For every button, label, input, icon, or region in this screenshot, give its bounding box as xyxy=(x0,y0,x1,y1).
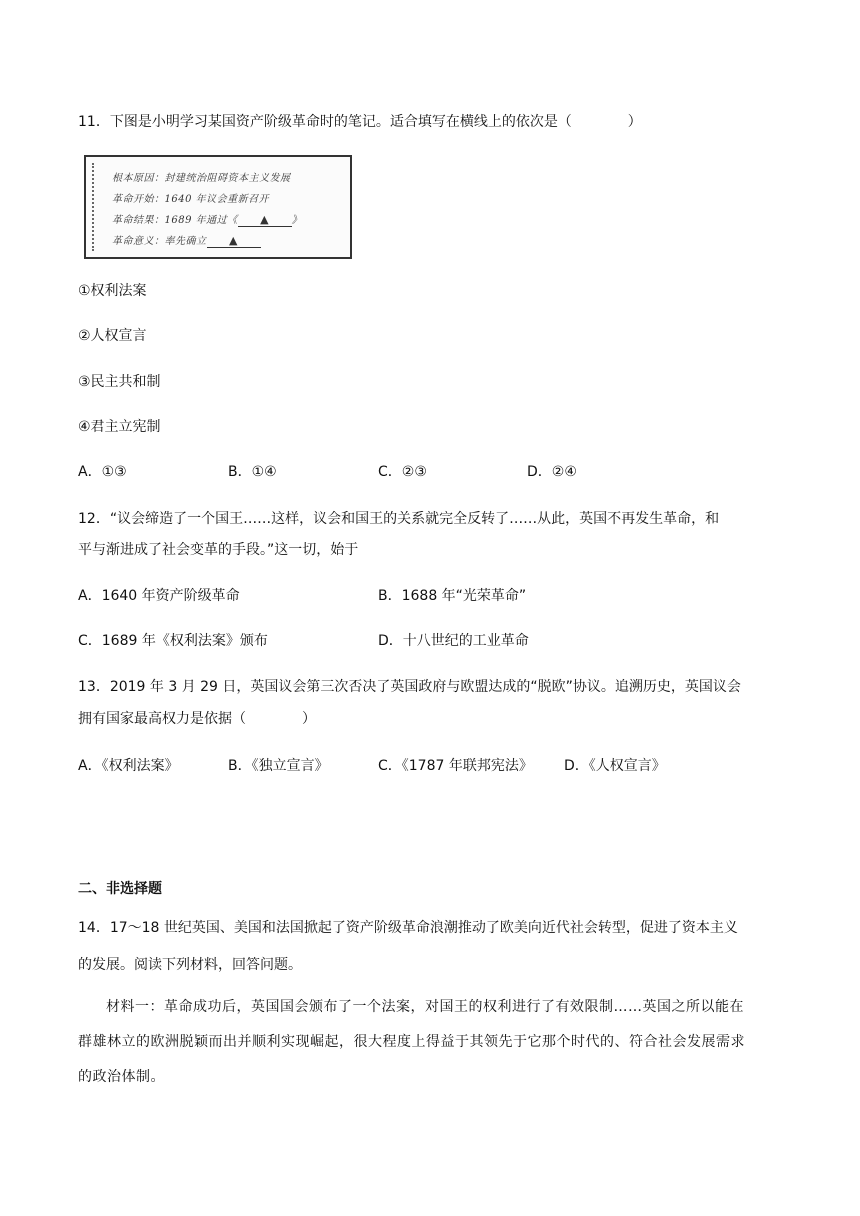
q14-material-line-1: 材料一：革命成功后，英国国会颁布了一个法案，对国王的权利进行了有效限制……英国之所以能在 xyxy=(106,999,744,1015)
q12-option-c[interactable]: C．1689 年《权利法案》颁布 xyxy=(78,633,268,649)
q11-option-c[interactable]: C．②③ xyxy=(378,464,427,480)
note-blank-1 xyxy=(238,213,292,227)
q11-option-b[interactable]: B．①④ xyxy=(228,464,277,480)
note-blank-2 xyxy=(207,234,261,248)
q11-item-3: ③民主共和制 xyxy=(78,374,161,390)
q13-option-b[interactable]: B．《独立宣言》 xyxy=(228,758,329,774)
q12-stem-line-2: 平与渐进成了社会变革的手段。”这一切，始于 xyxy=(78,542,359,558)
q13-option-a[interactable]: A．《权利法案》 xyxy=(78,758,179,774)
q12-option-d[interactable]: D．十八世纪的工业革命 xyxy=(378,633,529,649)
q12-options-row-2 xyxy=(78,631,778,651)
q13-options xyxy=(78,756,778,776)
q14-stem-line-1: 14．17～18 世纪英国、美国和法国掀起了资产阶级革命浪潮推动了欧美向近代社会转型，促进了资本主义 xyxy=(78,920,738,936)
q11-item-4: ④君主立宪制 xyxy=(78,419,161,435)
q12-option-b[interactable]: B．1688 年“光荣革命” xyxy=(378,588,527,604)
note-line-3-prefix: 革命结果：1689 年通过《 xyxy=(112,215,238,226)
q12-options-row-1 xyxy=(78,586,778,606)
blank-triangle-icon: ▲ xyxy=(260,213,270,226)
note-line-1: 根本原因：封建统治阻碍资本主义发展 xyxy=(112,173,291,184)
note-line-3-suffix: 》 xyxy=(291,215,303,226)
q13-option-c[interactable]: C．《1787 年联邦宪法》 xyxy=(378,758,533,774)
q11-stem: 11．下图是小明学习某国资产阶级革命时的笔记。适合填写在横线上的依次是（ ） xyxy=(78,114,642,130)
q14-stem-line-2: 的发展。阅读下列材料，回答问题。 xyxy=(78,957,302,973)
q11-item-2: ②人权宣言 xyxy=(78,328,147,344)
q11-item-1: ①权利法案 xyxy=(78,283,147,299)
q11-note-image xyxy=(84,155,352,259)
q13-stem-line-1: 13．2019 年 3 月 29 日，英国议会第三次否决了英国政府与欧盟达成的“脱欧”协议。追溯历史，英国议会 xyxy=(78,679,741,695)
q13-stem-line-2: 拥有国家最高权力是依据（ ） xyxy=(78,711,316,727)
q14-material-line-2: 群雄林立的欧洲脱颖而出并顺利实现崛起，很大程度上得益于其领先于它那个时代的、符合社会发展需求 xyxy=(78,1034,745,1050)
q14-material-line-3: 的政治体制。 xyxy=(78,1069,165,1085)
q11-options xyxy=(78,462,778,482)
note-line-3 xyxy=(112,211,302,227)
q12-stem-line-1: 12．“议会缔造了一个国王……这样，议会和国王的关系就完全反转了……从此，英国不再发生革命，和 xyxy=(78,511,720,527)
q12-option-a[interactable]: A．1640 年资产阶级革命 xyxy=(78,588,240,604)
q11-option-d[interactable]: D．②④ xyxy=(527,464,577,480)
note-line-2: 革命开始：1640 年议会重新召开 xyxy=(112,194,270,205)
section-title: 二、非选择题 xyxy=(78,881,162,897)
q11-option-a[interactable]: A．①③ xyxy=(78,464,127,480)
note-line-4-prefix: 革命意义：率先确立 xyxy=(112,236,207,247)
blank-triangle-icon: ▲ xyxy=(229,234,238,247)
q13-option-d[interactable]: D．《人权宣言》 xyxy=(564,758,666,774)
note-line-4 xyxy=(112,232,261,248)
note-margin-marks xyxy=(92,163,102,251)
